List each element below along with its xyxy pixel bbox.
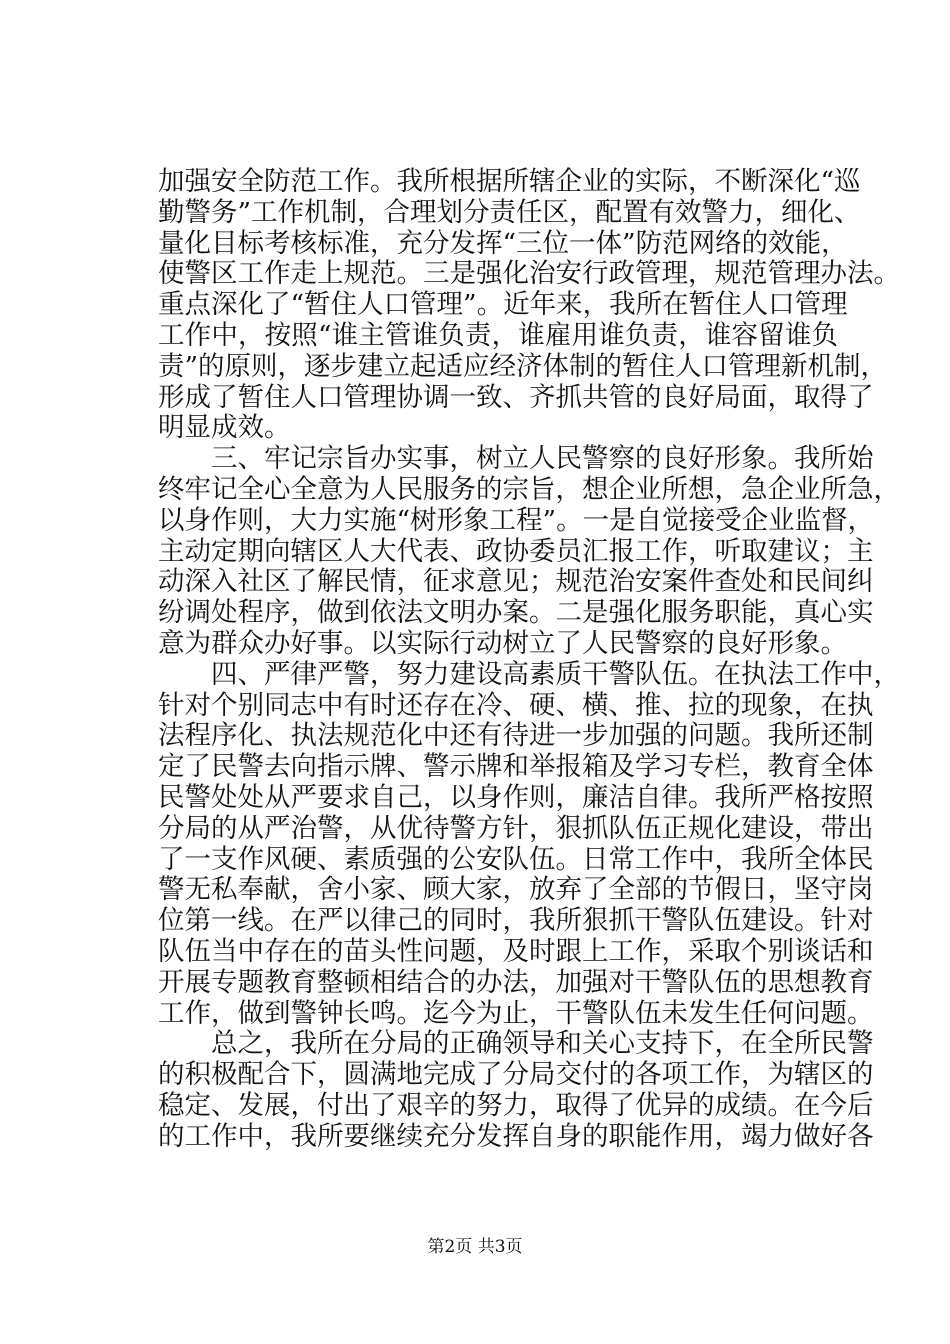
text-line: 位第一线。在严以律己的同时，我所狠抓干警队伍建设。针对 [158, 905, 874, 937]
text-line: 责”的原则，逐步建立起适应经济体制的暂住人口管理新机制， [158, 350, 888, 382]
text-line: 了一支作风硬、素质强的公安队伍。日常工作中，我所全体民 [158, 843, 874, 875]
text-line: 勤警务”工作机制，合理划分责任区，配置有效警力，细化、 [158, 196, 861, 228]
text-line: 针对个别同志中有时还存在冷、硬、横、推、拉的现象，在执 [158, 689, 874, 721]
text-line: 动深入社区了解民情，征求意见；规范治安案件查处和民间纠 [158, 566, 874, 598]
text-line: 工作中，按照“谁主管谁负责，谁雇用谁负责，谁容留谁负 [158, 319, 838, 351]
text-line: 重点深化了“暂住人口管理”。近年来，我所在暂住人口管理 [158, 289, 848, 321]
text-line: 总之，我所在分局的正确领导和关心支持下，在全所民警 [211, 1028, 874, 1060]
text-line: 形成了暂住人口管理协调一致、齐抓共管的良好局面，取得了 [158, 381, 874, 413]
page-footer: 第2页 共3页 [427, 1237, 523, 1257]
text-line: 分局的从严治警，从优待警方针，狠抓队伍正规化建设，带出 [158, 812, 874, 844]
text-line: 法程序化、执法规范化中还有待进一步加强的问题。我所还制 [158, 720, 874, 752]
text-line: 加强安全防范工作。我所根据所辖企业的实际，不断深化“巡 [158, 166, 861, 197]
text-line: 量化目标考核标准，充分发挥“三位一体”防范网络的效能， [158, 227, 848, 259]
document-body [158, 166, 900, 1153]
text-line: 的工作中，我所要继续充分发挥自身的职能作用，竭力做好各 [158, 1120, 874, 1152]
text-line: 的积极配合下，圆满地完成了分局交付的各项工作，为辖区的 [158, 1059, 874, 1091]
text-line: 主动定期向辖区人大代表、政协委员汇报工作，听取建议；主 [158, 535, 874, 567]
text-line: 终牢记全心全意为人民服务的宗旨，想企业所想，急企业所急， [158, 473, 900, 505]
text-line: 四、严律严警，努力建设高素质干警队伍。在执法工作中， [211, 658, 900, 690]
text-line: 工作，做到警钟长鸣。迄今为止，干警队伍未发生任何问题。 [158, 997, 874, 1029]
text-line: 纷调处程序，做到依法文明办案。二是强化服务职能，真心实 [158, 597, 874, 629]
text-line: 使警区工作走上规范。三是强化治安行政管理，规范管理办法。 [158, 258, 900, 290]
text-line: 明显成效。 [158, 412, 291, 444]
text-line: 意为群众办好事。以实际行动树立了人民警察的良好形象。 [158, 627, 847, 659]
text-line: 稳定、发展，付出了艰辛的努力，取得了优异的成绩。在今后 [158, 1089, 874, 1121]
text-line: 民警处处从严要求自己，以身作则，廉洁自律。我所严格按照 [158, 781, 874, 813]
text-line: 三、牢记宗旨办实事，树立人民警察的良好形象。我所始 [211, 443, 874, 475]
text-line: 警无私奉献，舍小家、顾大家，放弃了全部的节假日，坚守岗 [158, 874, 874, 906]
text-line: 开展专题教育整顿相结合的办法，加强对干警队伍的思想教育 [158, 966, 874, 998]
text-line: 以身作则，大力实施“树形象工程”。一是自觉接受企业监督， [158, 504, 875, 536]
text-line: 定了民警去向指示牌、警示牌和举报箱及学习专栏，教育全体 [158, 751, 874, 783]
text-line: 队伍当中存在的苗头性问题，及时跟上工作，采取个别谈话和 [158, 935, 874, 967]
